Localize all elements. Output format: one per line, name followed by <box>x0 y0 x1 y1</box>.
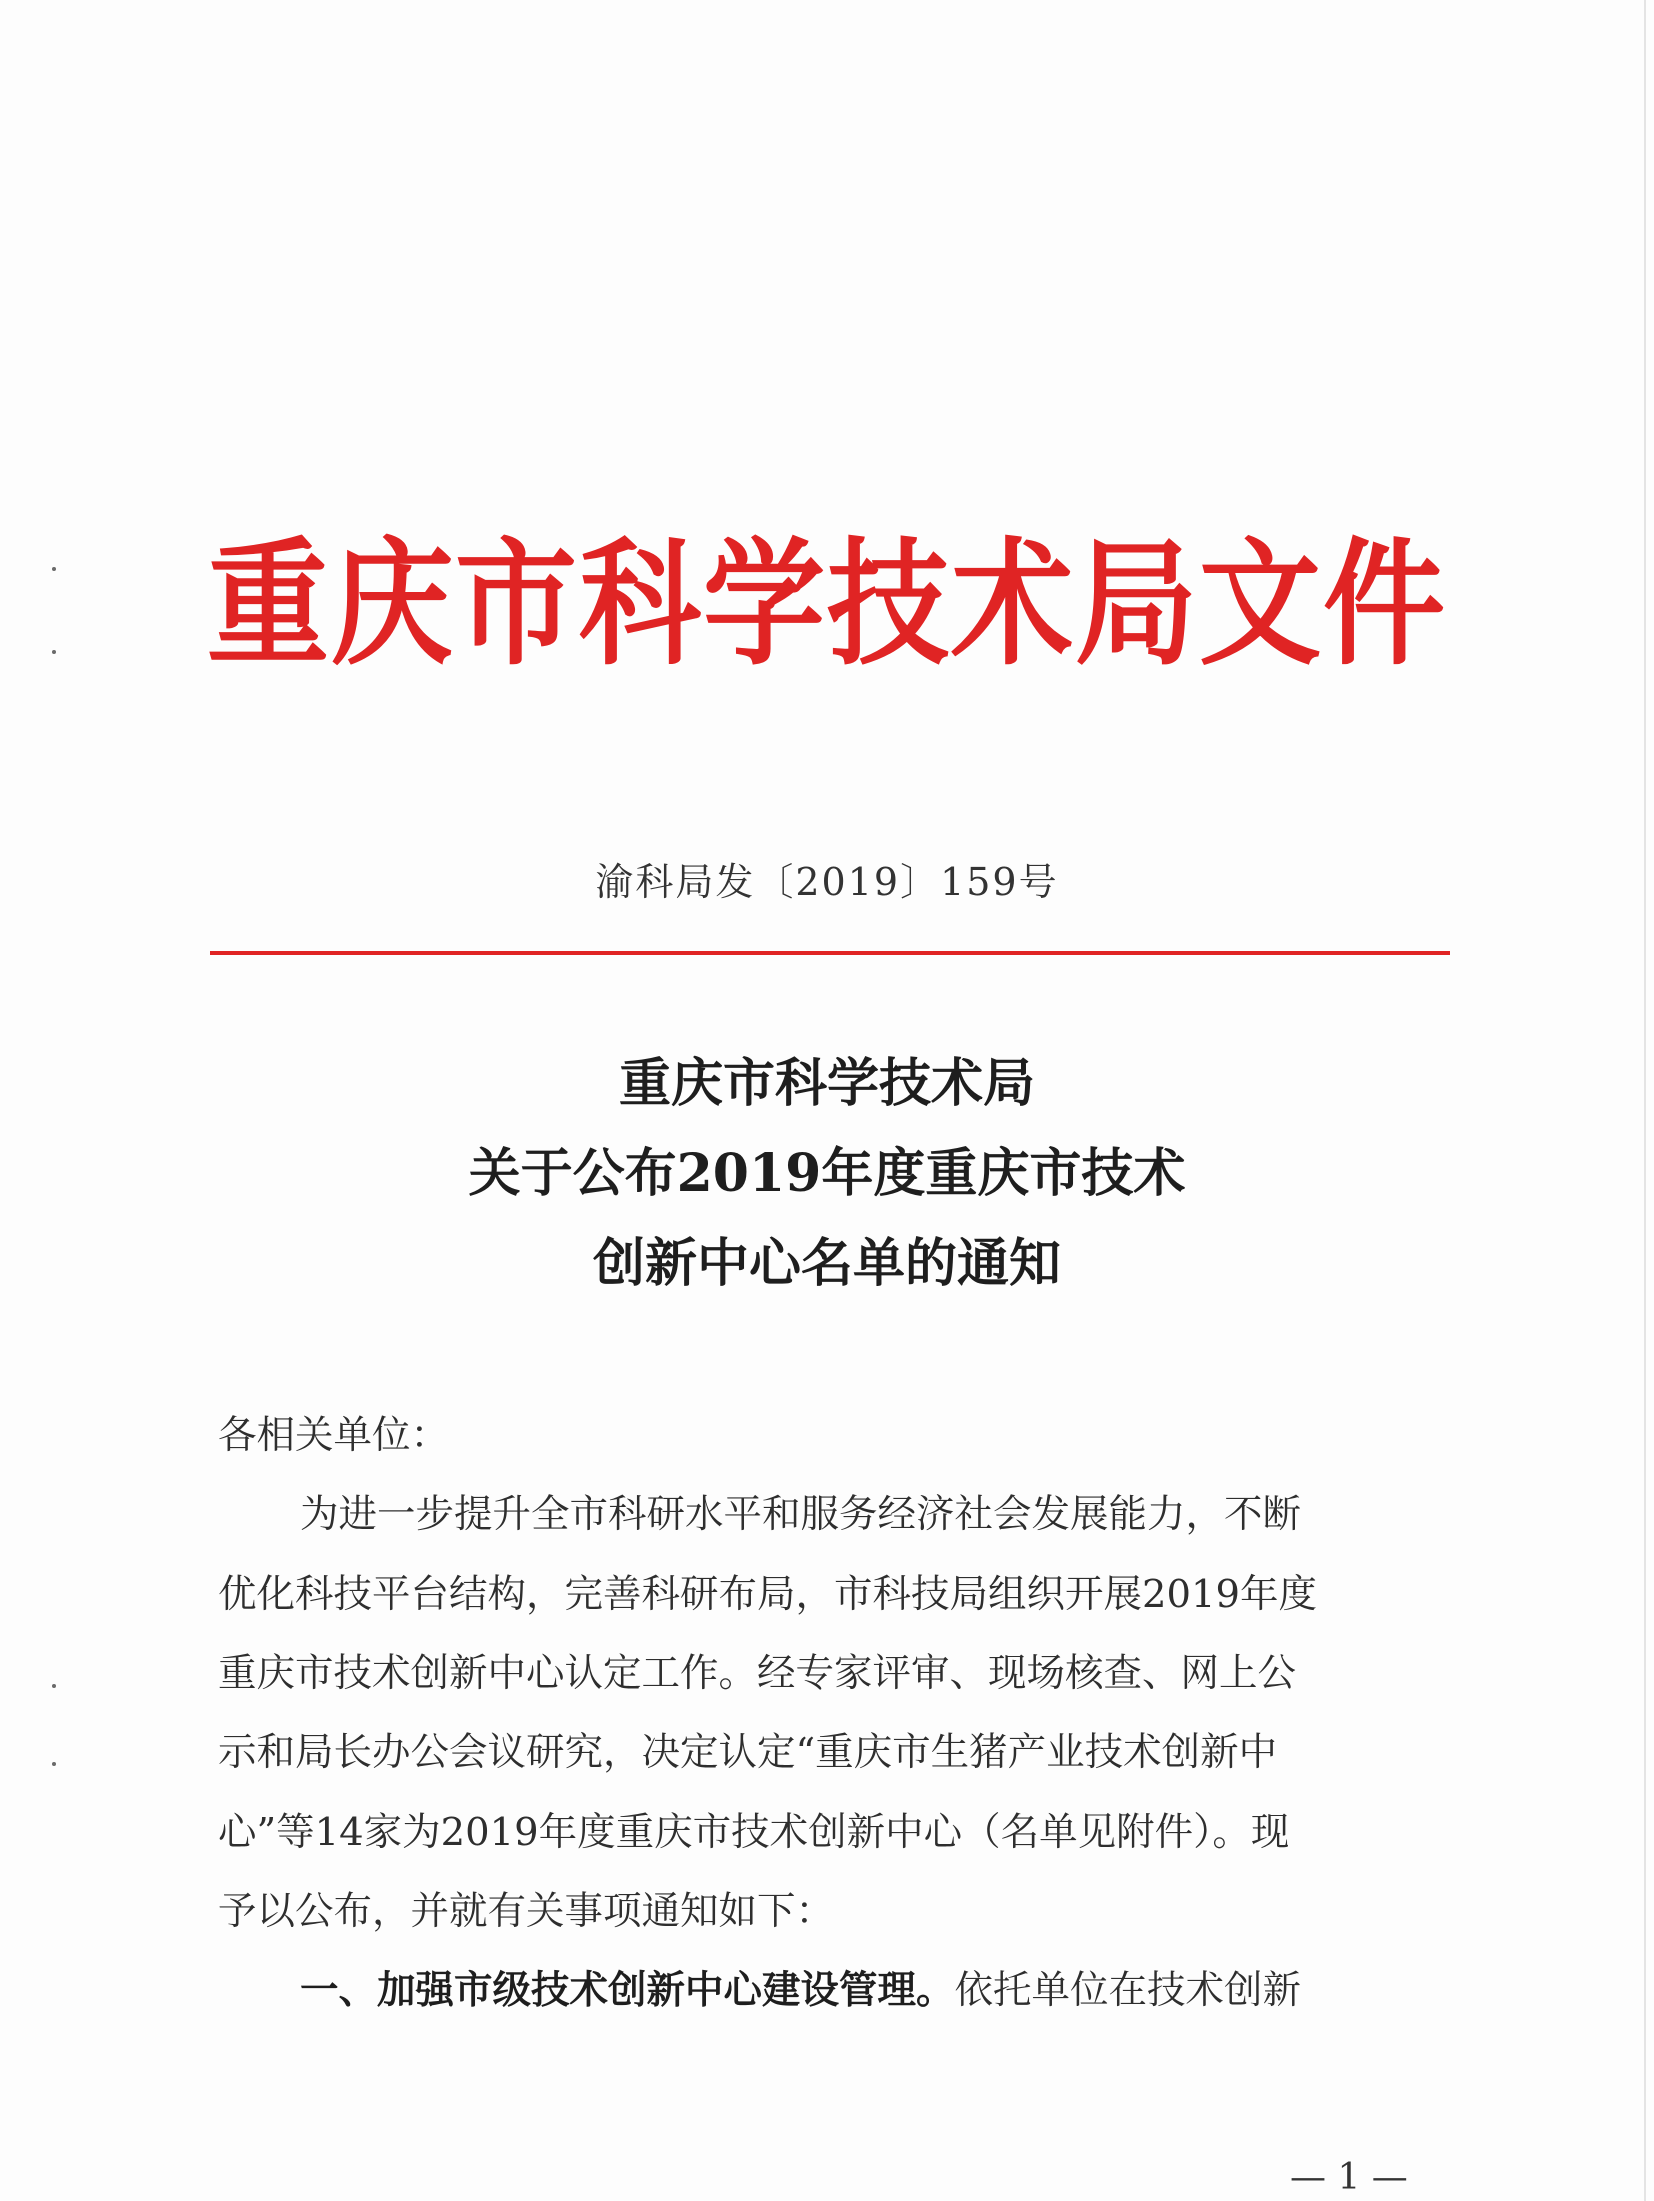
page-number: — 1 — <box>1290 2157 1408 2198</box>
red-divider-rule <box>210 951 1450 955</box>
body-line-3: 重庆市技术创新中心认定工作。经专家评审、现场核查、网上公 <box>218 1651 1297 1696</box>
section-one-heading: 一、加强市级技术创新中心建设管理。 <box>300 1968 955 2013</box>
scan-speck <box>52 1762 56 1766</box>
body-line-5: 心”等14家为2019年度重庆市技术创新中心（名单见附件）。现 <box>218 1810 1290 1855</box>
title-line-1: 重庆市科学技术局 <box>618 1053 1035 1114</box>
document-number: 渝科局发〔2019〕159号 <box>595 860 1059 904</box>
title-line-3: 创新中心名单的通知 <box>592 1233 1061 1294</box>
salutation: 各相关单位： <box>218 1413 450 1458</box>
body-line-4: 示和局长办公会议研究，决定认定“重庆市生猪产业技术创新中 <box>218 1730 1278 1775</box>
body-line-2: 优化科技平台结构，完善科研布局，市科技局组织开展2019年度 <box>218 1572 1317 1617</box>
scan-speck <box>52 1684 56 1688</box>
body-line-6: 予以公布，并就有关事项通知如下： <box>218 1889 835 1934</box>
section-one-paragraph <box>300 1968 1302 2013</box>
title-line-2: 关于公布2019年度重庆市技术 <box>468 1143 1186 1204</box>
body-line-1: 为进一步提升全市科研水平和服务经济社会发展能力，不断 <box>300 1492 1302 1537</box>
section-one-text: 依托单位在技术创新 <box>954 1968 1302 2013</box>
document-masthead: 重庆市科学技术局文件 <box>207 522 1447 684</box>
